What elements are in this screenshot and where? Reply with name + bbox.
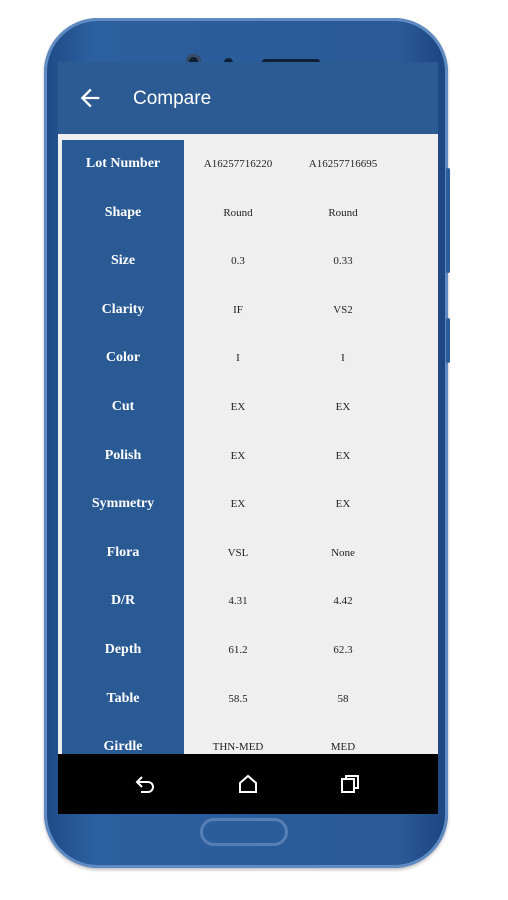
value-item-1: 0.3 <box>231 255 245 268</box>
value-item-1: 58.5 <box>228 692 248 705</box>
row-label: D/R <box>110 593 136 609</box>
value-item-2: 0.33 <box>333 255 353 268</box>
volume-button <box>446 168 450 273</box>
value-item-2: EX <box>335 498 351 511</box>
value-item-2: EX <box>335 401 351 413</box>
value-item-2: MED <box>330 741 356 754</box>
row-label: Girdle <box>103 739 143 754</box>
power-button <box>446 318 450 363</box>
value-item-2: A16257716695 <box>308 158 378 170</box>
table-row <box>58 189 438 237</box>
value-item-1: Round <box>223 206 253 219</box>
row-label: Shape <box>104 204 142 220</box>
value-item-1: EX <box>230 401 246 413</box>
value-item-1: A16257716220 <box>203 158 273 170</box>
table-row <box>58 334 438 382</box>
value-item-1: THN-MED <box>212 741 264 754</box>
home-icon[interactable] <box>236 772 260 796</box>
row-label: Size <box>110 253 136 269</box>
value-item-1: EX <box>230 449 246 462</box>
value-item-2: 62.3 <box>333 644 353 656</box>
table-row <box>58 480 438 528</box>
value-item-2: 4.42 <box>333 595 353 608</box>
recents-icon[interactable] <box>338 772 362 796</box>
table-row <box>58 383 438 431</box>
app-bar <box>58 62 438 134</box>
table-row <box>58 626 438 674</box>
row-label: Flora <box>106 544 140 560</box>
value-item-2: EX <box>335 449 351 462</box>
value-item-1: 4.31 <box>228 595 248 608</box>
value-item-1: VSL <box>227 546 249 559</box>
value-item-1: I <box>236 352 240 365</box>
table-row <box>58 237 438 285</box>
value-item-2: 58 <box>337 692 349 705</box>
system-nav-bar <box>58 754 438 814</box>
row-label: Depth <box>104 642 142 657</box>
value-item-1: EX <box>230 498 246 511</box>
value-item-1: IF <box>233 303 243 316</box>
table-row <box>58 723 438 754</box>
value-item-2: None <box>331 546 355 559</box>
row-label: Lot Number <box>85 156 161 171</box>
compare-table[interactable] <box>58 134 438 754</box>
back-icon[interactable] <box>133 772 157 796</box>
table-row <box>58 286 438 334</box>
value-item-1: 61.2 <box>228 644 248 656</box>
value-item-2: Round <box>328 206 358 219</box>
row-label: Clarity <box>101 301 145 317</box>
physical-home-button[interactable] <box>200 818 288 846</box>
row-label: Symmetry <box>91 496 155 512</box>
table-row <box>58 140 438 188</box>
table-row <box>58 577 438 625</box>
value-item-2: VS2 <box>333 303 353 316</box>
row-label: Polish <box>104 447 142 463</box>
page-title: Compare <box>133 88 212 109</box>
table-row <box>58 675 438 723</box>
phone-frame <box>44 18 448 868</box>
table-row <box>58 432 438 480</box>
arrow-left-icon[interactable] <box>76 84 104 112</box>
phone-screen <box>58 62 438 814</box>
row-label: Table <box>106 690 140 706</box>
row-label: Color <box>105 350 141 366</box>
table-row <box>58 529 438 577</box>
value-item-2: I <box>341 352 345 365</box>
row-label: Cut <box>111 399 135 414</box>
